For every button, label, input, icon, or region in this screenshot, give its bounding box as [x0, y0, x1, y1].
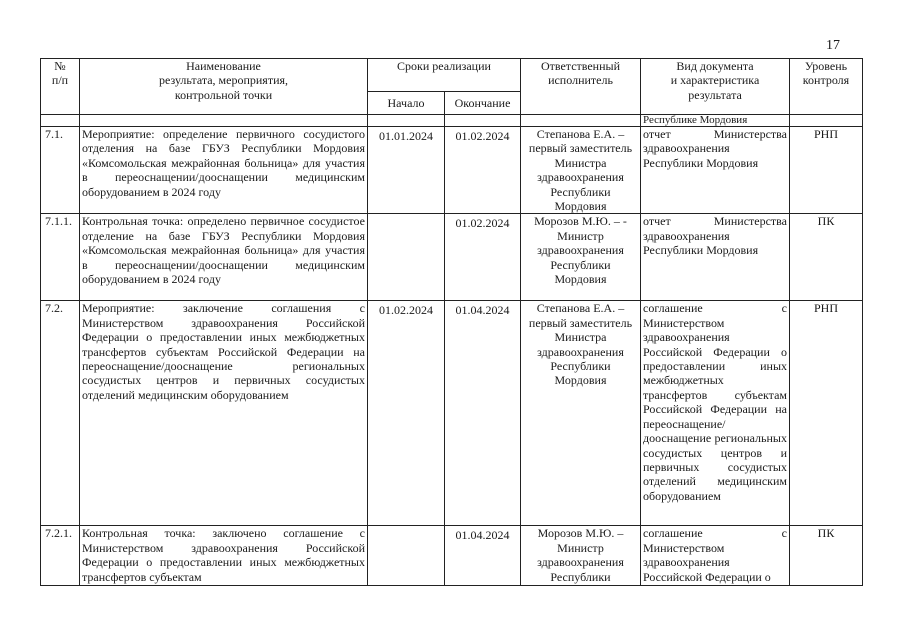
header-row — [41, 59, 863, 92]
row-name: Контрольная точка: определено первичное сосудистое отделение на базе ГБУЗ Республики Мордовия «Комсомольская межрайонная больница» для участия в переоснащении/дооснащении медицинским оборудованием в 2024 году — [80, 214, 368, 301]
implementation-plan-table — [40, 58, 863, 586]
row-doc: соглашение с Министерством здравоохранения Российской Федерации о — [641, 526, 790, 586]
row-level: РНП — [790, 301, 863, 526]
row-name: Контрольная точка: заключено соглашение с Министерством здравоохранения Российской Федерации о предоставлении иных межбюджетных трансфертов субъектам — [80, 526, 368, 586]
row-start — [368, 214, 445, 301]
table-row — [41, 127, 863, 214]
table-row — [41, 301, 863, 526]
continuation-row — [41, 115, 863, 127]
table-row — [41, 526, 863, 586]
continuation-text: Республике Мордовия — [641, 115, 790, 127]
header-responsible: Ответственный исполнитель — [521, 59, 641, 115]
table-row — [41, 214, 863, 301]
header-end: Окончание — [445, 92, 521, 115]
row-responsible: Степанова Е.А. – первый заместитель Министра здравоохранения Республики Мордовия — [521, 301, 641, 526]
row-name: Мероприятие: определение первичного сосудистого отделения на базе ГБУЗ Республики Мордовия «Комсомольская межрайонная больница» для участия в переоснащении/дооснащении медицинским оборудованием в 2024 году — [80, 127, 368, 214]
row-name: Мероприятие: заключение соглашения с Министерством здравоохранения Российской Федерации о предоставлении иных межбюджетных трансфертов субъектам Российской Федерации на переоснащение/дооснащение региональных сосудистых центров и первичных сосудистых отделений медицинским оборудованием — [80, 301, 368, 526]
row-end: 01.04.2024 — [445, 301, 521, 526]
row-doc: отчет Министерства здравоохранения Республики Мордовия — [641, 214, 790, 301]
row-num: 7.1. — [41, 127, 80, 214]
row-level: РНП — [790, 127, 863, 214]
row-end: 01.02.2024 — [445, 214, 521, 301]
row-level: ПК — [790, 526, 863, 586]
header-terms: Сроки реализации — [368, 59, 521, 92]
header-level: Уровень контроля — [790, 59, 863, 115]
header-doc: Вид документа и характеристика результата — [641, 59, 790, 115]
row-start: 01.01.2024 — [368, 127, 445, 214]
row-num: 7.2. — [41, 301, 80, 526]
row-end: 01.02.2024 — [445, 127, 521, 214]
row-level: ПК — [790, 214, 863, 301]
row-doc: отчет Министерства здравоохранения Республики Мордовия — [641, 127, 790, 214]
row-responsible: Морозов М.Ю. – - Министр здравоохранения Республики Мордовия — [521, 214, 641, 301]
row-start — [368, 526, 445, 586]
header-start: Начало — [368, 92, 445, 115]
row-end: 01.04.2024 — [445, 526, 521, 586]
row-doc: соглашение с Министерством здравоохранения Российской Федерации о предоставлении иных межбюджетных трансфертов субъектам Российской Федерации на переоснащение/ дооснащение региональных сосудистых центров и первичных сосудистых отделений медицинским оборудованием — [641, 301, 790, 526]
row-responsible: Степанова Е.А. – первый заместитель Министра здравоохранения Республики Мордовия — [521, 127, 641, 214]
header-num: № п/п — [41, 59, 80, 115]
row-start: 01.02.2024 — [368, 301, 445, 526]
row-responsible: Морозов М.Ю. – Министр здравоохранения Республики — [521, 526, 641, 586]
row-num: 7.2.1. — [41, 526, 80, 586]
page-number: 17 — [826, 38, 840, 53]
row-num: 7.1.1. — [41, 214, 80, 301]
header-name: Наименование результата, мероприятия, контрольной точки — [80, 59, 368, 115]
